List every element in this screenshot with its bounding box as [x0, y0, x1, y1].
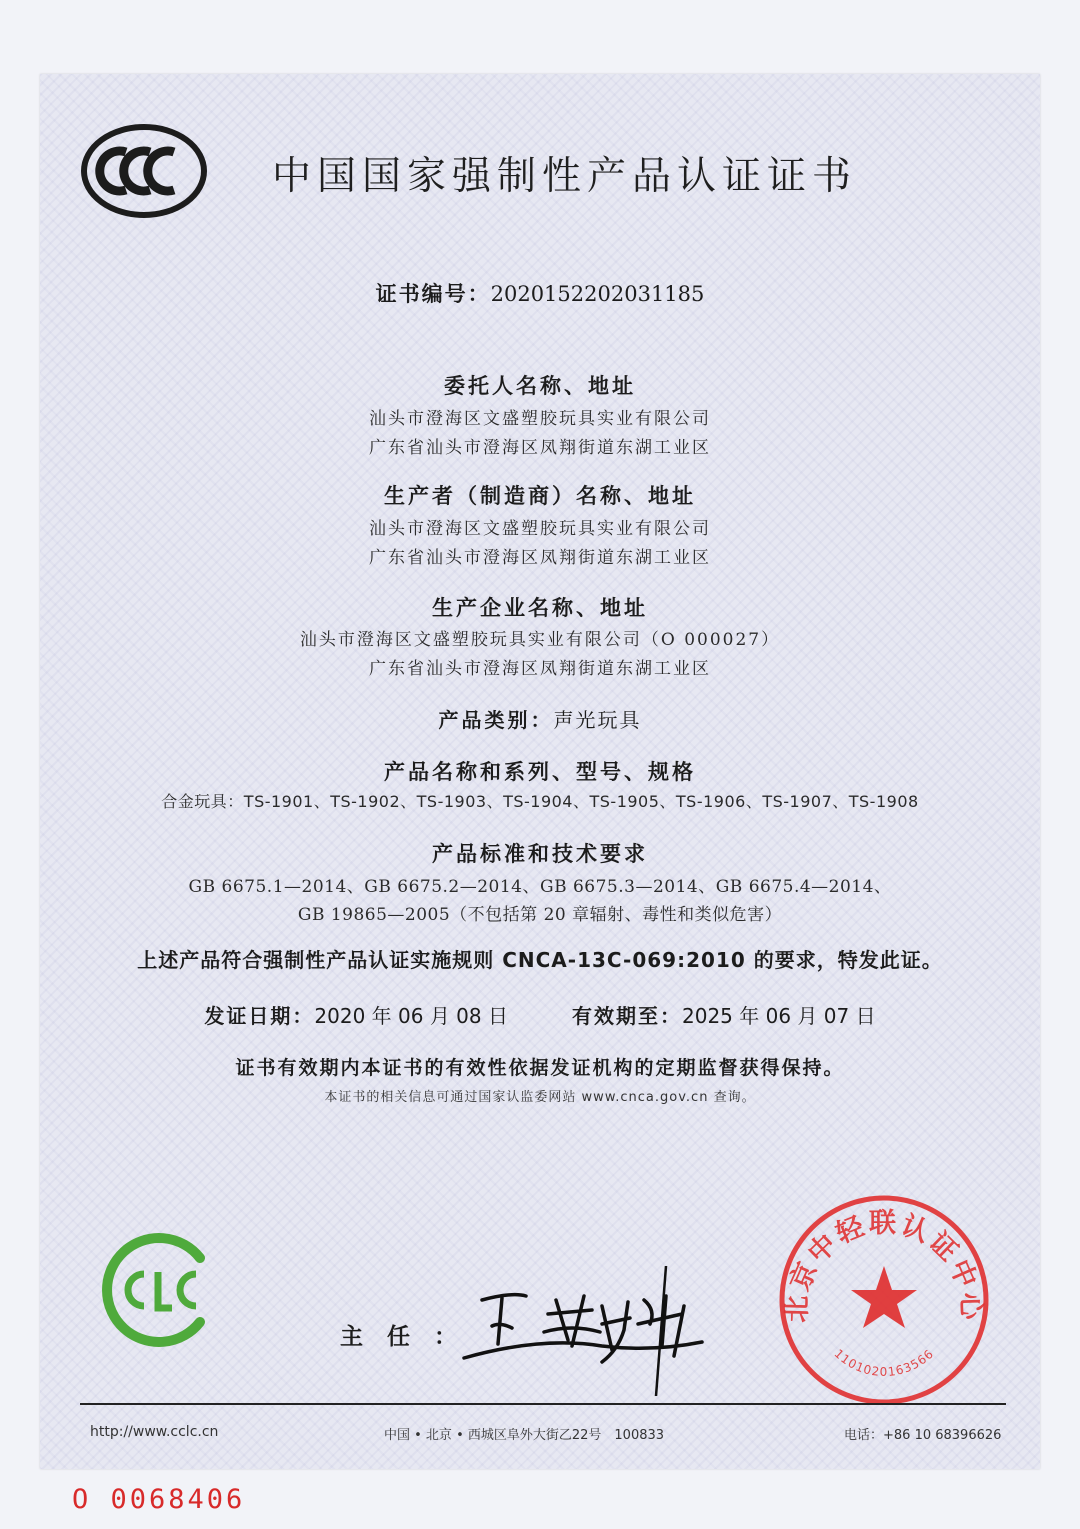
footer-address: 中国 • 北京 • 西城区阜外大街乙22号 100833	[384, 1428, 665, 1443]
product-category-label: 产品类别：	[438, 708, 554, 732]
serial-number: O 0068406	[72, 1484, 246, 1515]
dates-line	[40, 1000, 1040, 1029]
valid-until-date: 2025 年 06 月 07 日	[682, 1004, 876, 1028]
footer-phone: 电话：+86 10 68396626	[844, 1428, 1002, 1443]
clc-logo-icon	[96, 1228, 220, 1352]
conformity-statement: 上述产品符合强制性产品认证实施规则 CNCA-13C-069:2010 的要求，特发此证。	[137, 948, 943, 972]
certificate-title: 中国国家强制性产品认证证书	[272, 154, 858, 199]
footer-divider	[80, 1403, 1006, 1405]
validity-statement: 证书有效期内本证书的有效性依据发证机构的定期监督获得保持。	[235, 1057, 845, 1079]
factory-heading: 生产企业名称、地址	[432, 596, 648, 620]
factory-address: 广东省汕头市澄海区凤翔街道东湖工业区	[369, 659, 711, 679]
director-label: 主任：	[340, 1324, 481, 1350]
valid-until-label: 有效期至：	[572, 1004, 682, 1028]
product-models-list: 合金玩具：TS-1901、TS-1902、TS-1903、TS-1904、TS-1905、TS-1906、TS-1907、TS-1908	[161, 792, 919, 811]
product-models-heading: 产品名称和系列、型号、规格	[384, 760, 696, 784]
footer-website: http://www.cclc.cn	[90, 1424, 219, 1440]
certificate-number-label: 证书编号：	[375, 282, 491, 306]
inquiry-note: 本证书的相关信息可通过国家认监委网站 www.cnca.gov.cn 查询。	[324, 1090, 756, 1105]
svg-text:1101020163566	[831, 1346, 936, 1379]
standards-heading: 产品标准和技术要求	[432, 842, 648, 866]
product-category-line	[40, 704, 1040, 733]
client-name: 汕头市澄海区文盛塑胶玩具实业有限公司	[369, 409, 711, 429]
manufacturer-address: 广东省汕头市澄海区凤翔街道东湖工业区	[369, 548, 711, 568]
issue-date: 2020 年 06 月 08 日	[314, 1004, 508, 1028]
ccc-logo-icon	[80, 122, 208, 220]
seal-code: 1101020163566	[831, 1346, 937, 1379]
standards-line-2: GB 19865—2005（不包括第 20 章辐射、毒性和类似危害）	[297, 905, 783, 925]
official-seal	[776, 1192, 992, 1408]
issue-date-label: 发证日期：	[204, 1004, 315, 1028]
seal-org-name: 北京中轻联认证中心	[781, 1208, 987, 1323]
manufacturer-heading: 生产者（制造商）名称、地址	[384, 484, 696, 508]
certificate-number: 2020152202031185	[490, 282, 705, 306]
client-address: 广东省汕头市澄海区凤翔街道东湖工业区	[369, 438, 711, 458]
certificate-number-line	[40, 278, 1040, 308]
product-category-value: 声光玩具	[553, 708, 642, 732]
client-heading: 委托人名称、地址	[444, 374, 636, 398]
standards-line-1: GB 6675.1—2014、GB 6675.2—2014、GB 6675.3—2014、GB 6675.4—2014、	[188, 877, 892, 897]
manufacturer-name: 汕头市澄海区文盛塑胶玩具实业有限公司	[369, 519, 711, 539]
director-signature	[452, 1266, 722, 1396]
factory-name: 汕头市澄海区文盛塑胶玩具实业有限公司（O 000027）	[299, 630, 781, 650]
